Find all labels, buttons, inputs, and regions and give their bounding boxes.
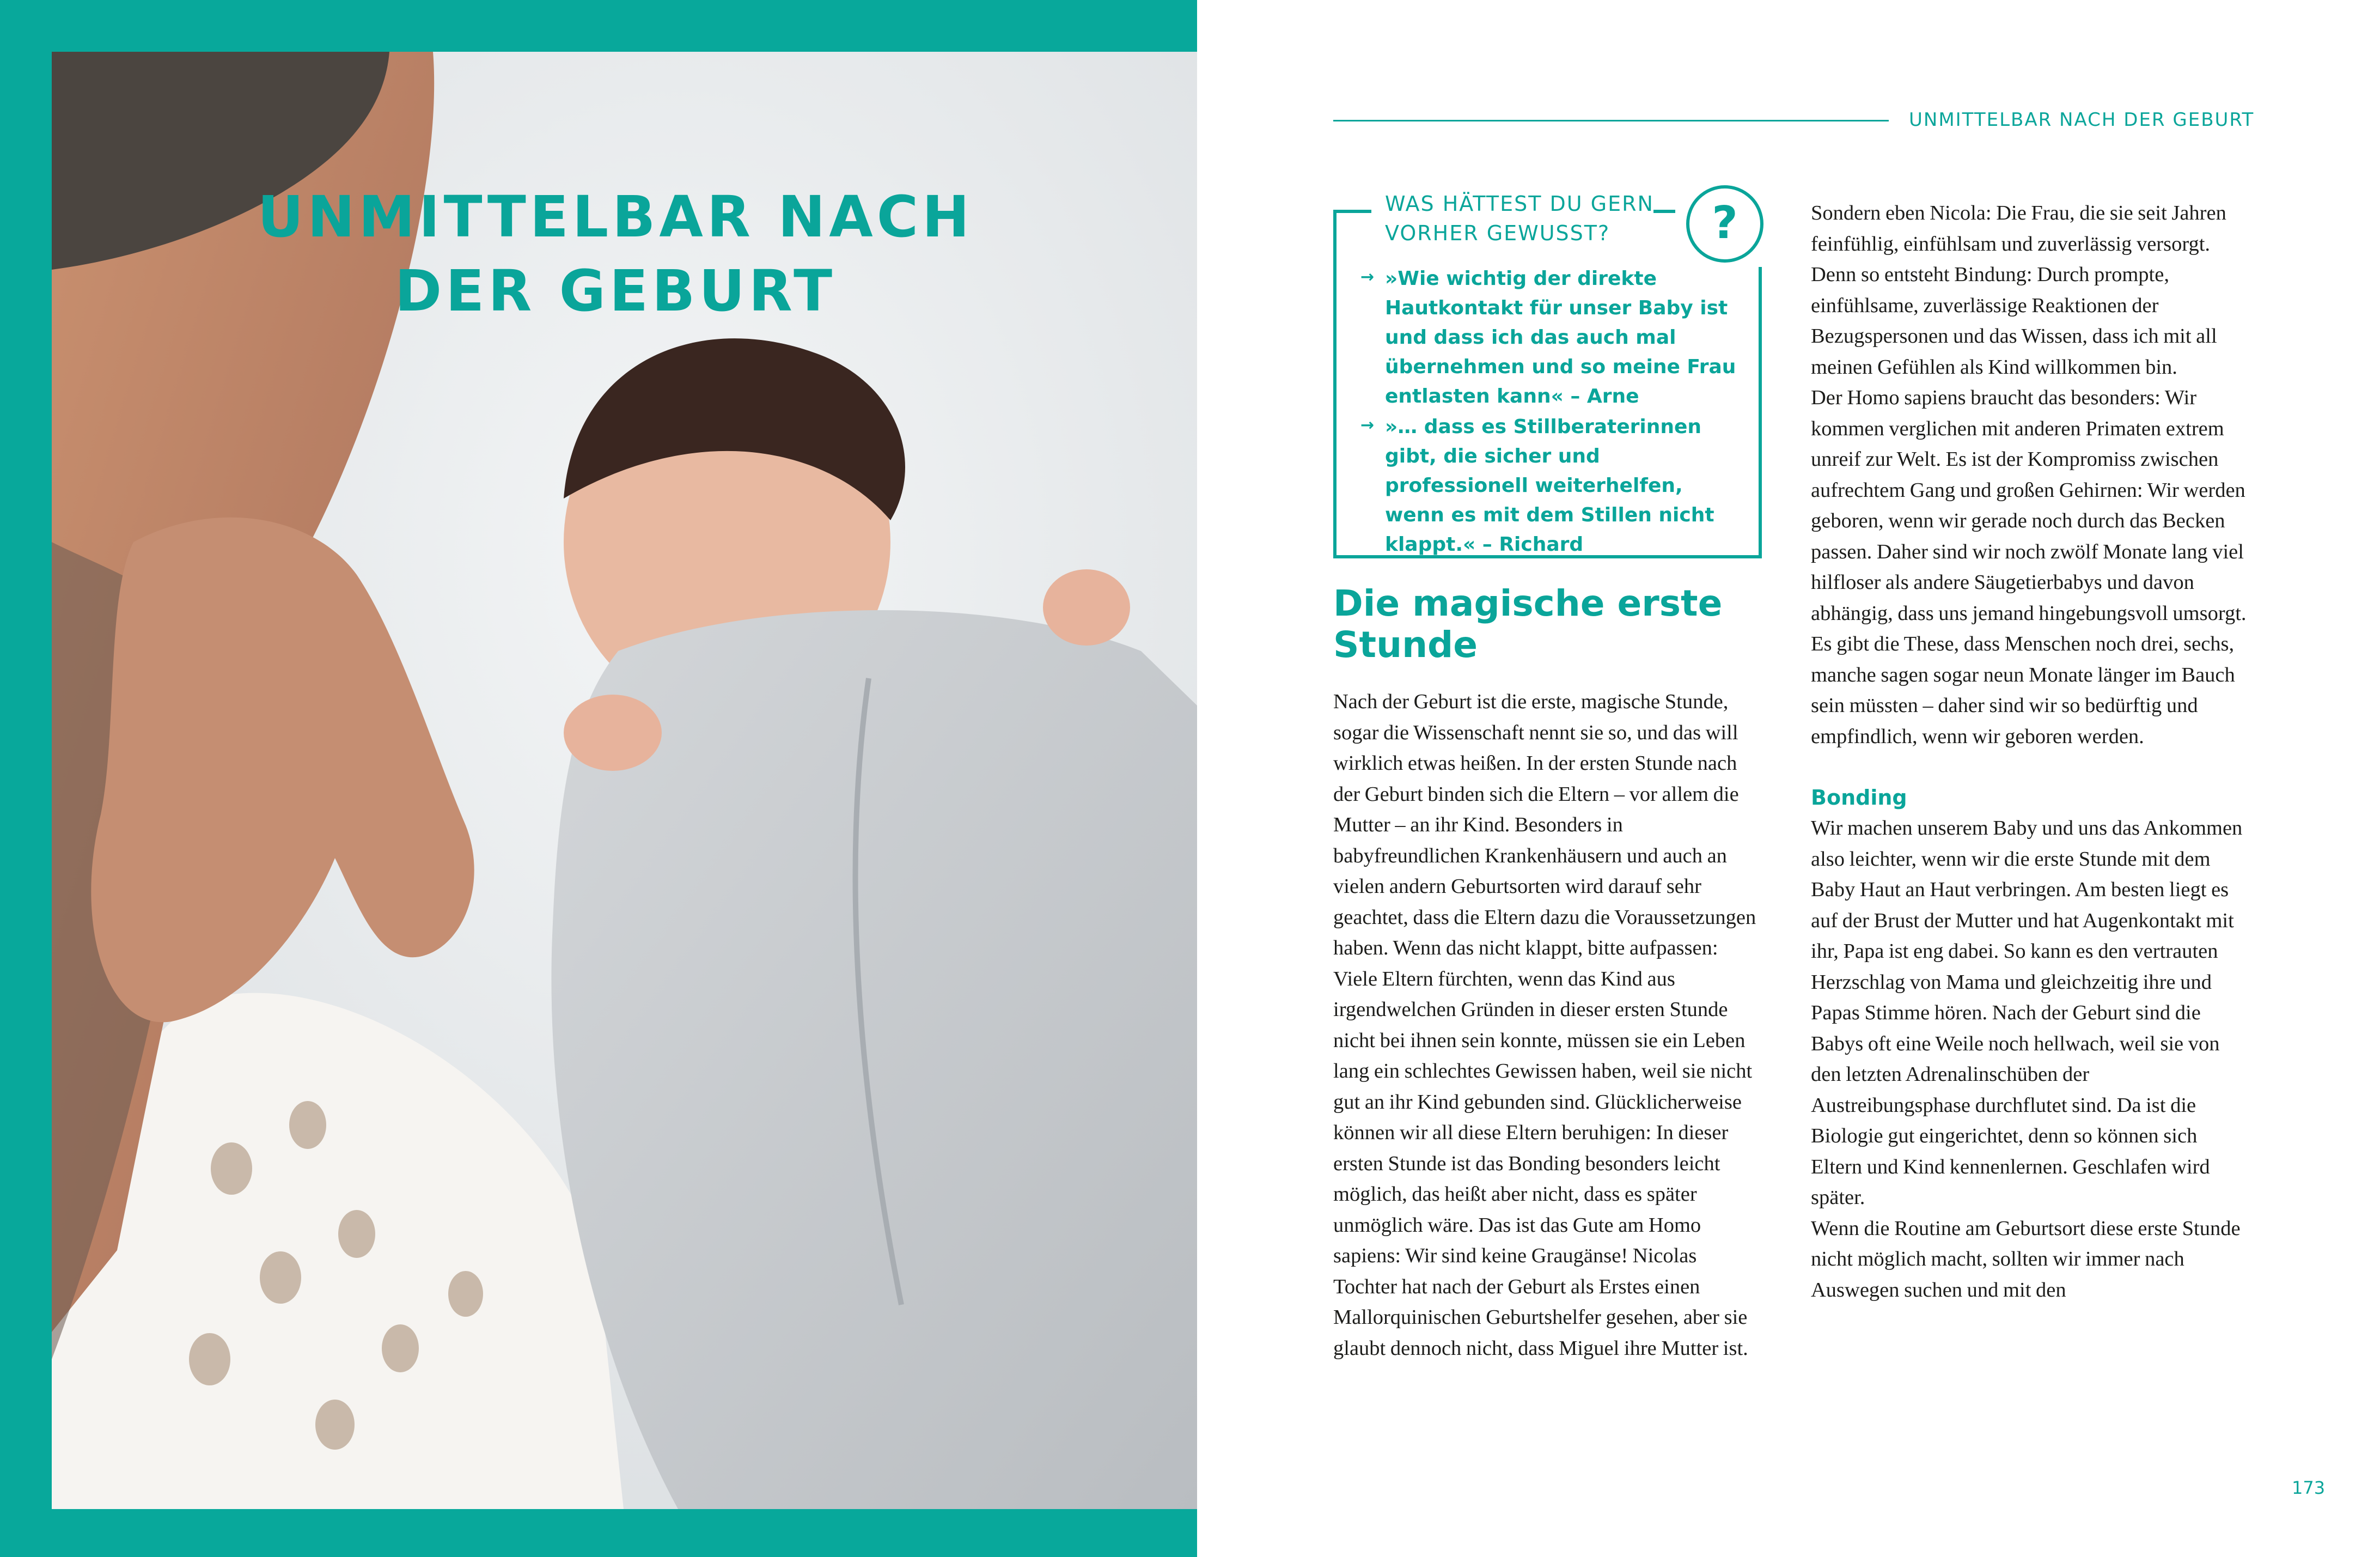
body-paragraph: Der Homo sapiens braucht das besonders: Wir kommen verglichen mit anderen Primaten extrem unreif zur Welt. Es ist der Kompromiss zwischen aufrechtem Gang und großen Gehirnen: Wir werden geboren, wenn wir gerade noch durch das Becken passen. Daher sind wir noch zwölf Monate lang viel hilfloser als andere Säugetierbabys und davon abhängig, dass uns jemand hingebungsvoll umsorgt. Es gibt die These, dass Menschen noch drei, sechs, manche sagen sogar neun Monate länger im Bauch sein müssten – daher sind wir so bedürftig und empfindlich, wenn wir geboren werden. xyxy=(1811,386,2247,748)
left-text-column xyxy=(1333,583,1763,1364)
body-paragraph: Wir machen unserem Baby und uns das Ankommen also leichter, wenn wir die erste Stunde mit dem Baby Haut an Haut verbringen. Am besten liegt es auf der Brust der Mutter und hat Augenkontakt mit ihr, Papa ist eng dabei. So kann es den vertrauten Herzschlag von Mama und gleichzeitig ihre und Papas Stimme hören. Nach der Geburt sind die Babys oft eine Weile noch hellwach, weil sie von den letzten Adrenalinschüben der Austreibungsphase durchflutet sind. Da ist die Biologie gut eingerichtet, denn so können sich Eltern und Kind kennenlernen. Geschlafen wird später. xyxy=(1811,817,2243,1209)
question-mark-icon: ? xyxy=(1686,185,1763,263)
page-number: 173 xyxy=(2292,1477,2326,1498)
chapter-title xyxy=(234,180,997,328)
chapter-title-line-1: UNMITTELBAR NACH xyxy=(257,184,974,250)
quote-text: »… dass es Stillberaterinnen gibt, die sicher und professionell weiterhelfen, wenn es mit dem Stillen nicht klappt.« – Richard xyxy=(1385,416,1714,556)
running-head: UNMITTELBAR NACH DER GEBURT xyxy=(1909,109,2255,131)
question-box-title: WAS HÄTTEST DU GERN VORHER GEWUSST? xyxy=(1385,192,1654,245)
body-paragraph: Wenn die Routine am Geburtsort diese erste Stunde nicht möglich macht, sollten wir immer nach Auswegen suchen und mit den xyxy=(1811,1217,2241,1301)
question-box xyxy=(1333,192,1763,558)
body-paragraph: Sondern eben Nicola: Die Frau, die sie seit Jahren feinfühlig, einfühlsam und zuverlässig versorgt. Denn so entsteht Bindung: Durch prompte, einfühlsame, zuverlässige Reaktionen der Bezugspersonen und das Wissen, dass ich mit all meinen Gefühlen als Kind willkommen bin. xyxy=(1811,202,2226,379)
chapter-title-line-2: DER GEBURT xyxy=(394,258,837,324)
header-rule xyxy=(1333,120,1889,121)
right-text-column xyxy=(1811,198,2247,1305)
arrow-right-icon: → xyxy=(1360,416,1375,435)
quote-text: »Wie wichtig der direkte Hautkontakt für unser Baby ist und dass ich das auch mal übernehmen und so meine Frau entlasten kann« – Arne xyxy=(1385,267,1736,408)
subheading-bonding: Bonding xyxy=(1811,786,1907,810)
body-paragraph: Nach der Geburt ist die erste, magische Stunde, sogar die Wissenschaft nennt sie so, und das will wirklich etwas heißen. In der ersten Stunde nach der Geburt binden sich die Eltern – vor allem die Mutter – an ihr Kind. Besonders in babyfreundlichen Krankenhäusern und auch an vielen andern Geburtsorten wird darauf sehr geachtet, dass die Eltern dazu die Voraussetzungen haben. Wenn das nicht klappt, bitte aufpassen: Viele Eltern fürchten, wenn das Kind aus irgendwelchen Gründen in dieser ersten Stunde nicht bei ihnen sein konnte, müssen sie ein Leben lang ein schlechtes Gewissen haben, weil sie nicht gut an ihr Kind gebunden sind. Glücklicherweise können wir all diese Eltern beruhigen: In dieser ersten Stunde ist das Bonding besonders leicht möglich, das heißt aber nicht, dass es später unmöglich wäre. Das ist das Gute am Homo sapiens: Wir sind keine Graugänse! Nicolas Tochter hat nach der Geburt als Erstes einen Mallorquinischen Geburtshelfer gesehen, aber sie glaubt dennoch nicht, dass Miguel ihre Mutter ist. xyxy=(1333,690,1756,1360)
arrow-right-icon: → xyxy=(1360,267,1375,287)
section-heading: Die magische erste Stunde xyxy=(1333,582,1723,666)
